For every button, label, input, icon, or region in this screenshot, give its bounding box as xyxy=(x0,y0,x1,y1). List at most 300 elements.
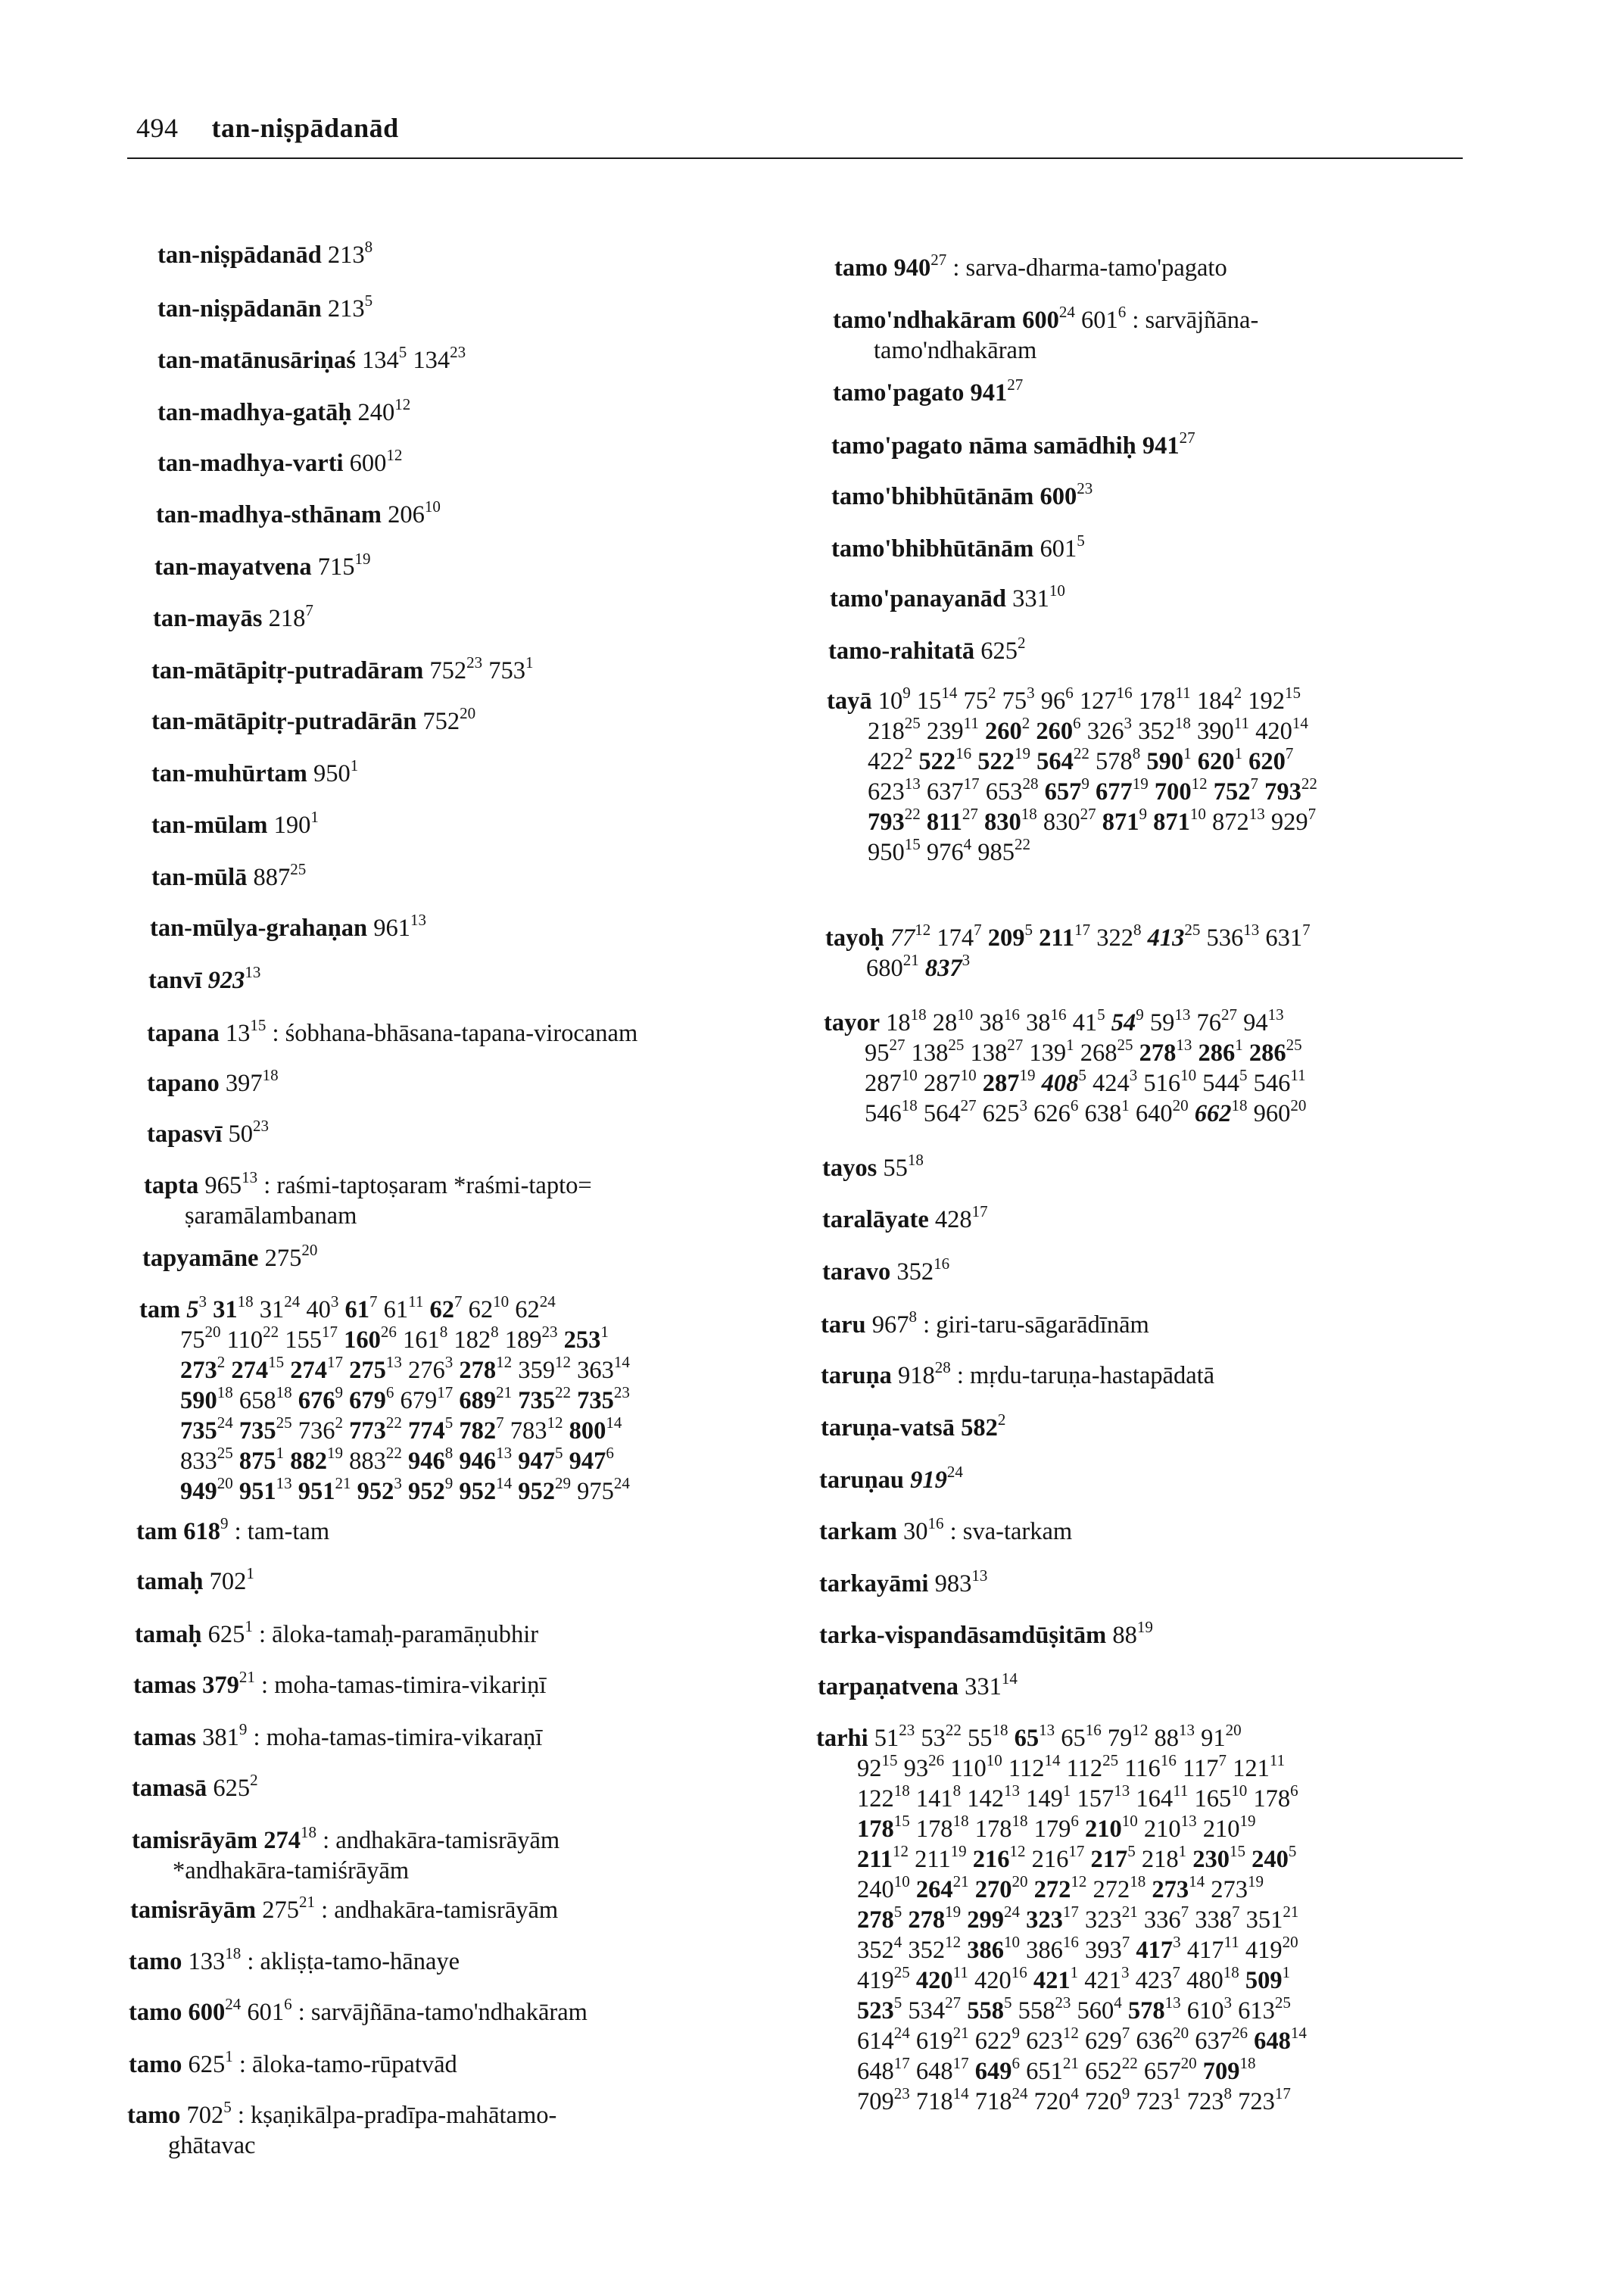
bold-term: 676 xyxy=(298,1387,335,1414)
line-superscript: 20 xyxy=(1290,1096,1307,1114)
entry-text: 133 xyxy=(182,1948,226,1975)
entry-text: 134 xyxy=(355,347,399,374)
line-superscript: 13 xyxy=(1004,1781,1020,1800)
line-superscript: 25 xyxy=(1102,1751,1119,1769)
entry-line xyxy=(822,1202,988,1235)
line-superscript: 7 xyxy=(1302,921,1311,939)
entry-text: 961 xyxy=(367,915,410,942)
line-superscript: 15 xyxy=(904,835,921,853)
bold-term: 275 xyxy=(349,1357,386,1384)
entry-continuation-line xyxy=(139,1355,630,1385)
entry-text: 614 xyxy=(857,2028,894,2055)
entry-text: 272 xyxy=(1086,1876,1130,1903)
line-superscript: 27 xyxy=(1080,805,1096,823)
entry-text: 420 xyxy=(1248,718,1292,745)
bold-term: tarpaṇatvena xyxy=(818,1673,959,1700)
line-superscript: 21 xyxy=(1283,1903,1299,1921)
entry-line xyxy=(142,1243,317,1273)
line-superscript: 10 xyxy=(1189,805,1206,823)
entry-text: 338 xyxy=(1189,1906,1232,1934)
entry-text: 423 xyxy=(1129,1967,1173,1994)
bold-term: 274 xyxy=(290,1357,327,1384)
line-superscript: 5 xyxy=(1097,1005,1105,1024)
line-superscript: 17 xyxy=(971,1202,988,1220)
bold-term: tamasā xyxy=(132,1775,207,1802)
entry-text xyxy=(343,1417,349,1445)
bold-term: 178 xyxy=(857,1816,894,1843)
index-entry xyxy=(130,1895,558,1925)
entry-text: 155 xyxy=(279,1326,323,1354)
bold-italic-ref: 662 xyxy=(1194,1100,1232,1127)
line-superscript: 13 xyxy=(1176,1036,1192,1054)
bold-term: tayoḥ xyxy=(825,924,884,952)
line-superscript: 12 xyxy=(915,921,931,939)
bold-term: tamo xyxy=(129,1999,182,2026)
bold-term: 946 xyxy=(408,1448,445,1475)
entry-text: 393 xyxy=(1078,1937,1122,1964)
entry-text xyxy=(1033,924,1039,952)
entry-text: 422 xyxy=(868,748,905,775)
entry-text: 13 xyxy=(219,1020,251,1047)
bold-term: 752 xyxy=(1213,778,1251,806)
entry-text: 94 xyxy=(1237,1009,1268,1036)
line-superscript: 8 xyxy=(952,1781,962,1800)
line-superscript: 25 xyxy=(1117,1036,1133,1054)
line-superscript: 10 xyxy=(1231,1781,1248,1800)
bold-term: 657 xyxy=(1044,778,1082,806)
line-superscript: 20 xyxy=(1173,2024,1189,2042)
line-superscript: 20 xyxy=(1180,2054,1197,2072)
bold-term: 709 xyxy=(1202,2058,1240,2085)
line-superscript: 13 xyxy=(410,911,426,929)
line-superscript: 23 xyxy=(252,1117,269,1135)
entry-text: 18 xyxy=(880,1009,911,1036)
entry-text: : andhakāra-tamisrāyām xyxy=(316,1827,560,1854)
entry-continuation-line xyxy=(816,2026,1307,2056)
bold-term: 61 xyxy=(344,1296,370,1323)
entry-continuation-line xyxy=(144,1201,592,1231)
line-superscript: 28 xyxy=(1022,775,1039,793)
bold-term: tan-madhya-sthānam xyxy=(156,501,382,528)
entry-text: 75 xyxy=(957,687,988,715)
line-superscript: 16 xyxy=(1116,684,1133,702)
bold-term: 830 xyxy=(983,809,1021,836)
line-superscript: 25 xyxy=(1286,1036,1302,1054)
bold-term: 558 xyxy=(967,1997,1004,2024)
entry-text xyxy=(292,1478,298,1505)
entry-text: 178 xyxy=(909,1816,953,1843)
index-entry xyxy=(142,1243,317,1273)
entry-text: 322 xyxy=(1090,924,1133,952)
entry-text: 651 xyxy=(1020,2058,1063,2085)
line-superscript: 18 xyxy=(893,1781,910,1800)
line-superscript: 9 xyxy=(444,1474,454,1492)
line-superscript: 11 xyxy=(408,1292,424,1311)
entry-text: 352 xyxy=(902,1937,946,1964)
entry-text xyxy=(1248,2028,1254,2055)
index-entry xyxy=(136,1566,254,1597)
line-superscript: 20 xyxy=(1282,1933,1298,1951)
bold-italic-ref: 923 xyxy=(207,967,245,994)
line-superscript: 6 xyxy=(1073,714,1081,732)
bold-term: 949 xyxy=(180,1478,217,1505)
line-superscript: 21 xyxy=(952,2024,969,2042)
entry-text: 631 xyxy=(1259,924,1303,952)
entry-text: 600 xyxy=(343,450,387,477)
line-superscript: 17 xyxy=(437,1383,454,1401)
entry-text: 702 xyxy=(180,2102,224,2129)
line-superscript: 8 xyxy=(444,1444,454,1462)
bold-term: 278 xyxy=(857,1906,894,1934)
line-superscript: 24 xyxy=(1004,1903,1020,1921)
entry-text: 112 xyxy=(1060,1755,1103,1782)
bold-term: 417 xyxy=(1136,1937,1174,1964)
entry-line xyxy=(150,913,426,943)
line-superscript: 22 xyxy=(1015,835,1030,853)
bold-term: 582 xyxy=(961,1414,998,1442)
line-superscript: 1 xyxy=(310,808,319,826)
bold-term: 160 xyxy=(344,1326,381,1354)
index-entry xyxy=(154,552,371,582)
line-superscript: 1 xyxy=(245,1617,253,1635)
line-superscript: 6 xyxy=(385,1383,394,1401)
entry-text: 950 xyxy=(868,839,905,866)
entry-text: 752 xyxy=(423,657,467,684)
entry-continuation-line xyxy=(816,1753,1307,1784)
line-superscript: 22 xyxy=(904,805,921,823)
entry-line xyxy=(821,1358,1215,1391)
entry-line xyxy=(151,756,359,789)
entry-text: 578 xyxy=(1089,748,1133,775)
entry-text: 516 xyxy=(1137,1070,1181,1097)
bold-term: 811 xyxy=(926,809,962,836)
entry-text xyxy=(257,1827,263,1854)
line-superscript: 18 xyxy=(276,1383,292,1401)
entry-continuation-line xyxy=(139,1476,630,1507)
entry-text xyxy=(343,1387,349,1414)
entry-line xyxy=(821,1410,1006,1443)
entry-text xyxy=(233,1417,239,1445)
line-superscript: 7 xyxy=(1308,805,1317,823)
line-superscript: 9 xyxy=(1121,2084,1130,2102)
line-superscript: 13 xyxy=(1114,1781,1130,1800)
entry-text: 976 xyxy=(920,839,964,866)
index-entry xyxy=(834,253,1227,283)
line-superscript: 9 xyxy=(1081,775,1089,793)
entry-text: 601 xyxy=(1033,535,1077,563)
line-superscript: 4 xyxy=(963,835,972,853)
index-entry xyxy=(157,240,372,270)
line-superscript: 7 xyxy=(1121,1933,1130,1951)
bold-term: 947 xyxy=(518,1448,555,1475)
line-superscript: 13 xyxy=(904,775,921,793)
entry-text: 30 xyxy=(896,1518,928,1545)
entry-text: 240 xyxy=(857,1876,894,1903)
line-superscript: 7 xyxy=(1250,775,1258,793)
line-superscript: 2 xyxy=(997,1410,1006,1429)
line-superscript: 18 xyxy=(901,1096,918,1114)
bold-term: 600 xyxy=(1022,307,1059,334)
line-superscript: 10 xyxy=(1121,1812,1138,1830)
entry-text: 76 xyxy=(1190,1009,1221,1036)
line-superscript: 12 xyxy=(394,395,411,413)
entry-text xyxy=(1089,778,1096,806)
entry-continuation-line xyxy=(833,335,1258,366)
line-superscript: 14 xyxy=(1290,2024,1307,2042)
entry-text: : sarva-dharma-tamo'pagato xyxy=(946,254,1227,282)
entry-text: 718 xyxy=(968,2088,1012,2115)
line-superscript: 1 xyxy=(350,756,359,775)
index-entry xyxy=(133,1722,542,1753)
entry-line xyxy=(156,497,441,530)
entry-text xyxy=(1036,1070,1042,1097)
bold-term: 882 xyxy=(290,1448,327,1475)
line-superscript: 16 xyxy=(955,744,972,762)
line-superscript: 7 xyxy=(1218,1751,1227,1769)
line-superscript: 18 xyxy=(992,1721,1008,1739)
bold-term: 65 xyxy=(1014,1725,1040,1752)
entry-line xyxy=(825,923,1311,953)
entry-line xyxy=(154,552,371,582)
entry-line xyxy=(834,253,1227,283)
line-superscript: 5 xyxy=(1078,1066,1086,1084)
index-entry xyxy=(132,1773,258,1803)
bold-term: 782 xyxy=(459,1417,497,1445)
line-superscript: 27 xyxy=(945,1993,962,2012)
line-superscript: 23 xyxy=(893,2084,910,2102)
index-entry xyxy=(818,1669,1018,1702)
entry-text: 165 xyxy=(1188,1785,1232,1812)
entry-text: 424 xyxy=(1086,1070,1130,1097)
line-superscript: 15 xyxy=(881,1751,898,1769)
line-superscript: 13 xyxy=(1248,805,1265,823)
entry-text: : moha-tamas-timira-vikaraṇī xyxy=(247,1724,543,1751)
line-superscript: 1 xyxy=(1173,2084,1181,2102)
entry-text: 326 xyxy=(1080,718,1124,745)
bold-term: tapyamāne xyxy=(142,1245,259,1272)
entry-text xyxy=(979,718,985,745)
line-superscript: 27 xyxy=(1221,1005,1237,1024)
entry-text xyxy=(910,1876,916,1903)
bold-term: tapta xyxy=(144,1172,199,1199)
entry-text: 88 xyxy=(1148,1725,1179,1752)
entry-text: 918 xyxy=(891,1362,935,1389)
index-entry xyxy=(827,686,1317,868)
bold-term: 590 xyxy=(180,1387,217,1414)
bold-term: 793 xyxy=(868,809,905,836)
line-superscript: 8 xyxy=(909,1308,917,1326)
bold-term: tanvī xyxy=(148,967,202,994)
bold-term: 420 xyxy=(915,1967,953,1994)
bold-term: 278 xyxy=(459,1357,497,1384)
entry-continuation-line xyxy=(139,1325,630,1355)
entry-text xyxy=(338,1296,344,1323)
entry-text: 883 xyxy=(343,1448,386,1475)
bold-italic-ref: 5 xyxy=(186,1296,199,1323)
bold-term: 264 xyxy=(915,1876,953,1903)
entry-text xyxy=(1192,748,1198,775)
entry-text: 149 xyxy=(1020,1785,1063,1812)
line-superscript: 18 xyxy=(1231,1096,1248,1114)
bold-term: tam xyxy=(136,1518,178,1545)
bold-term: 800 xyxy=(569,1417,606,1445)
line-superscript: 14 xyxy=(1044,1751,1061,1769)
entry-continuation-line xyxy=(824,1096,1307,1129)
line-superscript: 25 xyxy=(893,1963,910,1981)
line-superscript: 12 xyxy=(1062,2024,1079,2042)
entry-line xyxy=(129,1997,588,2028)
bold-term: taruṇau xyxy=(819,1466,904,1494)
line-superscript: 26 xyxy=(1232,2024,1248,2042)
line-superscript: 22 xyxy=(1073,744,1089,762)
line-superscript: 14 xyxy=(606,1413,622,1432)
bold-term: 773 xyxy=(349,1417,386,1445)
line-superscript: 7 xyxy=(454,1292,463,1311)
line-superscript: 6 xyxy=(1065,684,1074,702)
index-entry xyxy=(830,581,1065,614)
line-superscript: 18 xyxy=(300,1823,316,1841)
line-superscript: 21 xyxy=(1121,1903,1138,1921)
index-entry xyxy=(833,305,1258,366)
bold-term: taruṇa xyxy=(821,1362,892,1389)
entry-text: 178 xyxy=(968,1816,1012,1843)
line-superscript: 27 xyxy=(960,1096,977,1114)
line-superscript: 11 xyxy=(1173,1781,1189,1800)
entry-text: 546 xyxy=(1247,1070,1291,1097)
entry-line xyxy=(147,1068,279,1099)
line-superscript: 13 xyxy=(1164,1993,1181,2012)
entry-text xyxy=(338,1326,344,1354)
entry-text: 736 xyxy=(291,1417,335,1445)
entry-text: 213 xyxy=(321,242,365,269)
entry-text xyxy=(1008,1725,1014,1752)
entry-line xyxy=(153,603,313,634)
bold-term: 946 xyxy=(459,1448,497,1475)
bold-term: tamas xyxy=(133,1672,197,1699)
entry-continuation-line xyxy=(132,1856,560,1886)
entry-text: 53 xyxy=(915,1725,946,1752)
bold-term: taralāyate xyxy=(822,1206,929,1233)
entry-text xyxy=(402,1417,408,1445)
entry-text xyxy=(1136,432,1142,460)
line-superscript: 12 xyxy=(386,446,403,464)
line-superscript: 1 xyxy=(600,1323,609,1341)
bold-term: 211 xyxy=(1039,924,1075,952)
entry-line xyxy=(824,1005,1306,1038)
entry-text: 331 xyxy=(958,1673,1002,1700)
entry-line xyxy=(151,653,534,686)
entry-line xyxy=(136,1516,329,1547)
bold-term: taru xyxy=(821,1311,866,1339)
line-superscript: 3 xyxy=(444,1353,454,1371)
entry-text xyxy=(1243,1039,1249,1067)
line-superscript: 5 xyxy=(1024,921,1033,939)
bold-term: 240 xyxy=(1252,1846,1289,1873)
index-entry xyxy=(147,1018,637,1049)
entry-text: 50 xyxy=(222,1121,253,1148)
index-entry xyxy=(831,531,1085,564)
bold-term: 274 xyxy=(231,1357,269,1384)
entry-text xyxy=(1122,1997,1128,2024)
entry-text: 15 xyxy=(910,687,942,715)
line-superscript: 18 xyxy=(225,1944,242,1962)
line-superscript: 13 xyxy=(1243,921,1260,939)
line-superscript: 2 xyxy=(1018,634,1026,652)
line-superscript: 16 xyxy=(934,1255,950,1273)
line-superscript: 19 xyxy=(950,1842,967,1860)
bold-term: 774 xyxy=(408,1417,445,1445)
line-superscript: 16 xyxy=(1085,1721,1102,1739)
line-superscript: 21 xyxy=(496,1383,513,1401)
entry-text: 323 xyxy=(1078,1906,1122,1934)
entry-line xyxy=(144,1170,592,1201)
line-superscript: 18 xyxy=(237,1292,254,1311)
line-superscript: 14 xyxy=(1189,1872,1205,1890)
index-entry xyxy=(157,397,410,428)
entry-text: 352 xyxy=(857,1937,894,1964)
index-entry xyxy=(132,1825,560,1886)
entry-line xyxy=(151,810,319,840)
entry-text: tamo'ndhakāram xyxy=(874,337,1037,364)
index-entry xyxy=(136,1516,329,1547)
entry-text: 276 xyxy=(401,1357,445,1384)
line-superscript: 6 xyxy=(1071,1812,1079,1830)
entry-text: 138 xyxy=(905,1039,949,1067)
entry-text: 626 xyxy=(1027,1100,1071,1127)
line-superscript: 9 xyxy=(238,1720,248,1738)
entry-text: 218 xyxy=(1135,1846,1179,1873)
bold-term: 278 xyxy=(908,1906,946,1934)
line-superscript: 13 xyxy=(971,1566,988,1585)
entry-text xyxy=(1208,778,1214,806)
entry-text: 210 xyxy=(1137,1816,1181,1843)
line-superscript: 13 xyxy=(1039,1721,1055,1739)
entry-line xyxy=(151,862,306,893)
entry-text xyxy=(196,1672,202,1699)
entry-text: 419 xyxy=(857,1967,894,1994)
line-superscript: 26 xyxy=(928,1751,945,1769)
bold-term: 620 xyxy=(1248,748,1286,775)
line-superscript: 8 xyxy=(439,1323,448,1341)
bold-term: 952 xyxy=(357,1478,394,1505)
entry-continuation-line xyxy=(816,2056,1307,2087)
bold-italic-ref: 408 xyxy=(1041,1070,1079,1097)
entry-text: 625 xyxy=(201,1621,245,1648)
entry-text xyxy=(1149,778,1155,806)
line-superscript: 1 xyxy=(1121,1096,1130,1114)
entry-text xyxy=(233,1478,239,1505)
index-entry xyxy=(822,1202,988,1235)
entry-line xyxy=(816,1723,1307,1753)
line-superscript: 16 xyxy=(1011,1963,1027,1981)
line-superscript: 1 xyxy=(225,2047,233,2065)
line-superscript: 5 xyxy=(1077,531,1085,550)
line-superscript: 22 xyxy=(945,1721,962,1739)
entry-text: : moha-tamas-timira-vikariṇī xyxy=(254,1672,547,1699)
line-superscript: 27 xyxy=(1007,1036,1024,1054)
index-entry xyxy=(831,479,1093,512)
line-superscript: 3 xyxy=(1129,1066,1138,1084)
line-superscript: 17 xyxy=(893,2054,910,2072)
entry-text: 420 xyxy=(968,1967,1011,1994)
line-superscript: 18 xyxy=(1239,2054,1256,2072)
entry-continuation-line xyxy=(816,1844,1307,1875)
entry-text xyxy=(969,2058,975,2085)
entry-text: 610 xyxy=(1180,1997,1224,2024)
line-superscript: 10 xyxy=(424,497,441,516)
entry-text: 967 xyxy=(865,1311,909,1339)
entry-text: : kṣaṇikālpa-pradīpa-mahātamo- xyxy=(231,2102,557,2129)
